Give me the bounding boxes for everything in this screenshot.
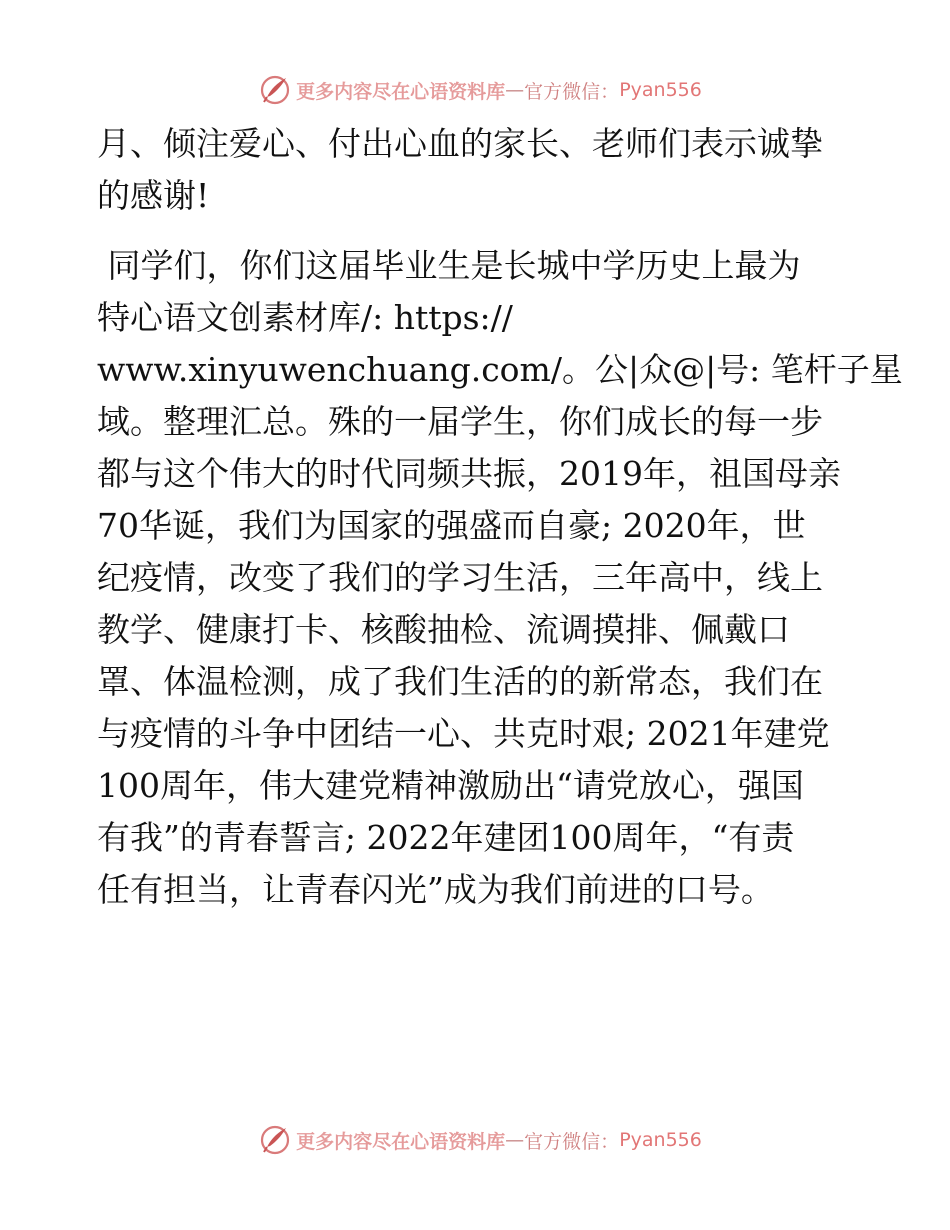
text-line: 的感谢! bbox=[97, 176, 210, 215]
text-line: 罩、体温检测，成了我们生活的的新常态，我们在 bbox=[97, 662, 823, 701]
text-line: 同学们，你们这届毕业生是长城中学历史上最为 bbox=[97, 246, 801, 285]
text-line: 月、倾注爱心、付出心血的家长、老师们表示诚挚 bbox=[97, 124, 823, 163]
paragraph-2 bbox=[97, 240, 903, 916]
quill-pen-logo-icon bbox=[258, 73, 292, 107]
header-wechat-account: Pyan556 bbox=[619, 79, 702, 101]
text-line: 70华诞，我们为国家的强盛而自豪; 2020年，世 bbox=[97, 506, 806, 545]
header-brand-text: 更多内容尽在心语资料库 bbox=[296, 80, 506, 103]
footer-wechat-account: Pyan556 bbox=[619, 1129, 702, 1151]
text-line: www.xinyuwenchuang.com/。公|众@|号: 笔杆子星 bbox=[97, 350, 903, 389]
text-line: 100周年，伟大建党精神激励出“请党放心，强国 bbox=[97, 766, 804, 805]
quill-pen-logo-icon bbox=[258, 1123, 292, 1157]
text-line: 任有担当，让青春闪光”成为我们前进的口号。 bbox=[97, 870, 774, 909]
paragraph-1 bbox=[97, 118, 867, 222]
text-line: 域。整理汇总。殊的一届学生，你们成长的每一步 bbox=[97, 402, 823, 441]
header-watermark bbox=[0, 70, 950, 110]
text-line: 有我”的青春誓言; 2022年建团100周年，“有责 bbox=[97, 818, 795, 857]
footer-watermark bbox=[0, 1120, 950, 1160]
text-line: 特心语文创素材库/: https:// bbox=[97, 298, 513, 337]
footer-wechat-label: 官方微信： bbox=[524, 1130, 620, 1153]
paragraph-gap bbox=[97, 222, 867, 240]
header-wechat-label: 官方微信： bbox=[524, 80, 620, 103]
text-line: 教学、健康打卡、核酸抽检、流调摸排、佩戴口 bbox=[97, 610, 790, 649]
text-line: 与疫情的斗争中团结一心、共克时艰; 2021年建党 bbox=[97, 714, 830, 753]
document-body bbox=[97, 118, 903, 916]
footer-watermark-inner bbox=[258, 1123, 702, 1157]
footer-dash: — bbox=[505, 1129, 525, 1151]
footer-brand-text: 更多内容尽在心语资料库 bbox=[296, 1130, 506, 1153]
text-line: 纪疫情，改变了我们的学习生活，三年高中，线上 bbox=[97, 558, 823, 597]
header-dash: — bbox=[505, 79, 525, 101]
header-watermark-inner bbox=[258, 73, 702, 107]
text-line: 都与这个伟大的时代同频共振，2019年，祖国母亲 bbox=[97, 454, 841, 493]
